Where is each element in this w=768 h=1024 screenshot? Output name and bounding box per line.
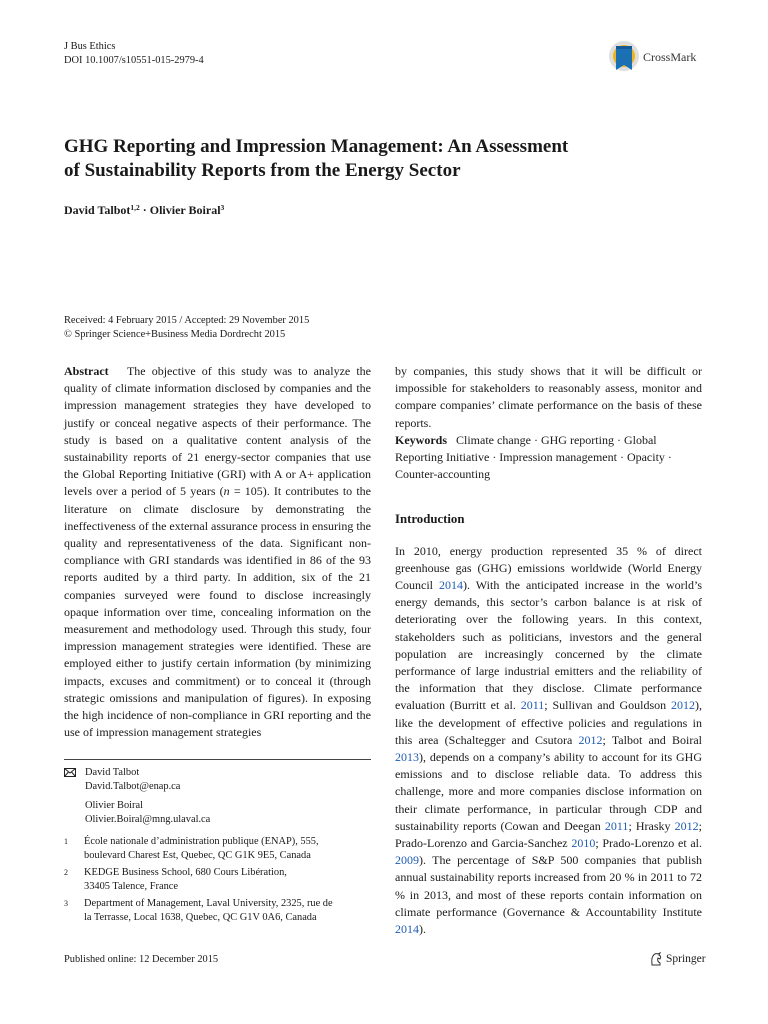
keywords-text: Climate change · GHG reporting · Global Reporting Initiative · Impression management · Opacity · Counter-accounting xyxy=(395,432,672,482)
intro-text: ; Talbot and Boiral xyxy=(602,732,702,747)
affiliation-number: 2 xyxy=(64,868,68,877)
right-column xyxy=(395,363,702,938)
abstract-label: Abstract xyxy=(64,364,109,378)
citation-link[interactable]: 2014 xyxy=(439,578,464,593)
keywords-label: Keywords xyxy=(395,432,447,447)
intro-text: ). xyxy=(419,922,426,937)
citation-link[interactable]: 2013 xyxy=(395,750,419,765)
correspondence-text xyxy=(85,766,210,826)
author-2-affil: 3 xyxy=(220,203,225,212)
corr-email-1[interactable]: David.Talbot@enap.ca xyxy=(85,780,181,792)
citation-link[interactable]: 2010 xyxy=(571,836,596,851)
title-line-2: of Sustainability Reports from the Energy Sector xyxy=(64,160,461,181)
intro-text: ; Prado-Lorenzo and Garcia-Sanchez xyxy=(395,818,703,851)
citation-link[interactable]: 2011 xyxy=(520,698,545,713)
abstract-continuation: by companies, this study shows that it will be difficult or impossible for stakeholders to reasonably assess, monitor and compare companies’ climate performance on the basis of these reports. xyxy=(395,364,702,430)
affiliation-number: 1 xyxy=(64,837,68,846)
intro-text: In 2010, energy production represented 35 % of direct greenhouse gas (GHG) emissions worldwide (World Energy Council xyxy=(395,543,702,593)
article-title xyxy=(64,135,664,183)
affiliation-line: la Terrasse, Local 1638, Quebec, QC G1V 0A6, Canada xyxy=(84,912,317,923)
journal-name: J Bus Ethics xyxy=(64,41,116,52)
received-accepted: Received: 4 February 2015 / Accepted: 29 November 2015 xyxy=(64,315,310,326)
citation-link[interactable]: 2011 xyxy=(604,818,629,833)
intro-text: ), like the development of effective policies and regulations in this area (Schaltegger and Csutora xyxy=(395,698,702,747)
abstract xyxy=(64,363,371,741)
corr-name-2: Olivier Boiral xyxy=(85,800,144,812)
copyright: © Springer Science+Business Media Dordrecht 2015 xyxy=(64,328,286,340)
author-1-affil: 1,2 xyxy=(130,203,140,212)
keywords xyxy=(395,432,702,484)
title-line-1: GHG Reporting and Impression Management: An Assessment xyxy=(64,136,569,157)
intro-text: ). With the anticipated increase in the world’s energy demands, this sector’s carbon balance is at risk of deteriorating over the following years. In this context, stakeholders such as politicians, investors and the general population are increasingly concerned by the climate performance of large industrial emitters and the reliability of the information that they disclose. Climate performance evaluation (Burritt et al. xyxy=(395,578,702,713)
citation-link[interactable]: 2009 xyxy=(395,853,419,868)
intro-text: ). The percentage of S&P 500 companies that publish annual sustainability reports increased from 20 % in 2011 to 72 % in 2013, and most of these reports contain information on climate performance (Governance & Accountability Institute xyxy=(395,853,702,919)
citation-link[interactable]: 2012 xyxy=(674,818,699,833)
introduction-paragraph xyxy=(395,543,702,939)
springer-horse-icon xyxy=(649,951,663,967)
affiliation-line: boulevard Charest Est, Quebec, QC G1K 9E5, Canada xyxy=(84,850,311,861)
author-separator: · xyxy=(139,203,150,217)
intro-text: ; Hrasky xyxy=(628,818,675,833)
introduction-heading: Introduction xyxy=(395,512,465,527)
intro-text: ), depends on a company’s ability to account for its GHG emissions and to disclose reliable data. To address this challenge, more and more companies disclose information on their climate performance, in particular through CDP and sustainability reports (Cowan and Deegan xyxy=(395,750,702,833)
affiliation-line: École nationale d’administration publique (ENAP), 555, xyxy=(84,836,319,847)
affiliation-line: Department of Management, Laval University, 2325, rue de xyxy=(84,898,333,909)
citation-link[interactable]: 2012 xyxy=(671,698,695,713)
affiliation-number: 3 xyxy=(64,899,68,908)
affiliation-line: 33405 Talence, France xyxy=(84,881,179,892)
corr-name-1: David Talbot xyxy=(85,767,140,778)
footnote-divider xyxy=(64,759,371,760)
author-1[interactable]: David Talbot xyxy=(64,203,131,217)
abstract-text-a: The objective of this study was to analyze the quality of climate information disclosed by companies and the impression management strategies they have developed to justify or conceal negative aspects of their performance. The study is based on a qualitative content analysis of the sustainability reports of 21 energy-sector companies that use the Global Reporting Initiative (GRI) with A or A+ application levels over a period of 5 years ( xyxy=(64,364,371,499)
envelope-icon xyxy=(64,768,76,777)
abstract-n-symbol: n xyxy=(223,484,230,499)
corr-email-2[interactable]: Olivier.Boiral@mng.ulaval.ca xyxy=(85,813,211,825)
citation-link[interactable]: 2014 xyxy=(395,922,419,937)
springer-label: Springer xyxy=(666,953,706,965)
intro-text: ; Sullivan and Gouldson xyxy=(544,698,671,713)
abstract-text-b: = 105). It contributes to the literature on climate disclosure by demonstrating the ineffectiveness of the external assurance process in ensuring the quality and representativeness of the data. Significant non-compliance with GRI standards was identified in 86 of the 93 reports audited by a third party. In addition, six of the 21 companies surveyed were found to disclose increasingly opaque information over time, concealing information on the measurement and methodology used. Through this study, four impression management strategies were identified. These are employed either to justify certain information (by minimizing impacts, excuses and commitment) or to conceal it (through strategic omissions and manipulation of figures). In exposing the high incidence of non-compliance in GRI reporting and the use of impression management strategies xyxy=(64,484,371,740)
crossmark-icon xyxy=(607,38,641,76)
crossmark-label: CrossMark xyxy=(643,49,697,64)
author-list xyxy=(64,203,224,218)
author-2[interactable]: Olivier Boiral xyxy=(149,203,221,217)
journal-header xyxy=(64,40,204,68)
affiliation-line: KEDGE Business School, 680 Cours Libération, xyxy=(84,867,287,878)
doi[interactable]: DOI 10.1007/s10551-015-2979-4 xyxy=(64,55,204,66)
crossmark-badge[interactable] xyxy=(607,38,696,76)
springer-logo xyxy=(649,951,706,967)
citation-link[interactable]: 2012 xyxy=(578,732,603,747)
intro-text: ; Prado-Lorenzo et al. xyxy=(595,836,702,851)
abstract-column xyxy=(64,363,371,741)
published-online: Published online: 12 December 2015 xyxy=(64,954,219,965)
article-dates xyxy=(64,314,309,341)
